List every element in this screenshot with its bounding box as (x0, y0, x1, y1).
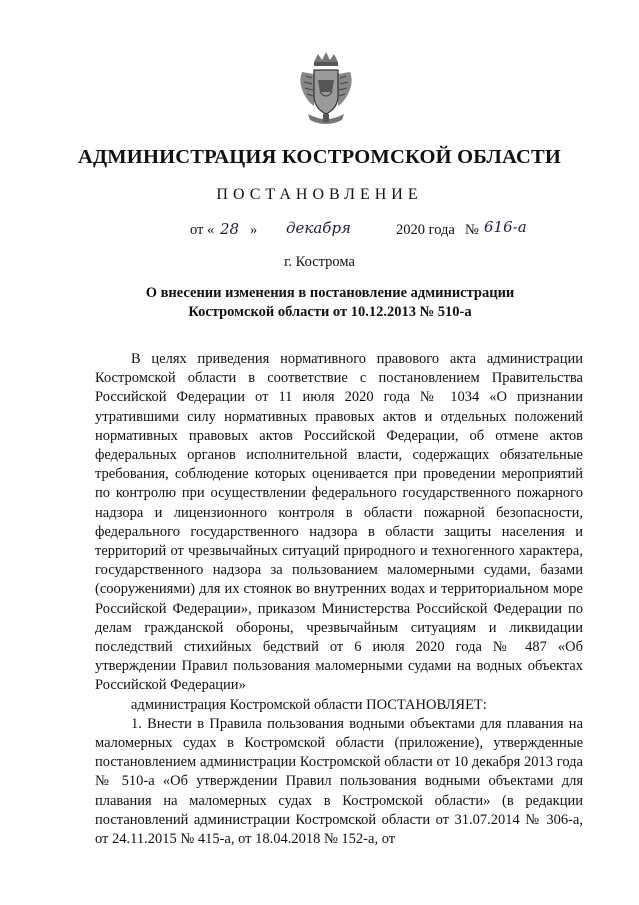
date-day: 28 (220, 220, 240, 238)
date-prefix: от « (190, 222, 215, 238)
preamble-paragraph: В целях приведения нормативного правового акта администрации Костромской области в соответствие с постановлением Правительства Российской Федерации от 11 июля 2020 года № 1034 «О признании утратившими силу нормативных правовых актов и отдельных положений нормативных правовых актов Российской Федерации, об отмене актов федеральных органов исполнительной власти, содержащих обязательные требования, соблюдение которых оценивается при проведении мероприятий по контролю при осуществлении федерального государственного пожарного надзора и лицензионного контроля в области пожарной безопасности, федерального государственного надзора в области защиты населения и территорий от чрезвычайных ситуаций природного и техногенного характера, государственного надзора за пользованием маломерными судами, базами (сооружениями) для их стоянок во внутренних водах и территориальном море Российской Федерации», приказом Министерства Российской Федерации по делам гражданской обороны, чрезвычайным ситуациям и ликвидации последствий стихийных бедствий от 6 июля 2020 года № 487 «Об утверждении Правил пользования маломерными судами на водных объектах Российской Федерации» (95, 351, 583, 694)
document-body (95, 350, 583, 849)
agency-title: АДМИНИСТРАЦИЯ КОСТРОМСКОЙ ОБЛАСТИ (77, 146, 562, 168)
subject-line-1: О внесении изменения в постановление администрации (145, 285, 515, 301)
coat-of-arms-icon (296, 52, 356, 128)
city: г. Кострома (284, 254, 355, 270)
subject-line-2: Костромской области от 10.12.2013 № 510-а (188, 304, 472, 320)
document-type: ПОСТАНОВЛЕНИЕ (216, 186, 423, 203)
date-year: 2020 года (396, 222, 455, 238)
document-subject (130, 284, 530, 322)
date-close-quote: » (250, 222, 258, 238)
item-1-paragraph: 1. Внести в Правила пользования водными объектами для плавания на маломерных судах в Костромской области (приложение), утвержденные постановлением администрации Костромской области от 10 декабря 2013 года № 510-а «Об утверждении Правил пользования водными объектами для плавания на маломерных судах в Костромской области» (в редакции постановлений администрации Костромской области от 31.07.2014 № 306-а, от 24.11.2015 № 415-а, от 18.04.2018 № 152-а, от (95, 715, 583, 848)
date-month: декабря (286, 219, 351, 237)
number-sign: № (465, 222, 479, 238)
document-number: 616-а (484, 218, 527, 236)
resolves-paragraph: администрация Костромской области ПОСТАНОВЛЯЕТ: (131, 696, 487, 713)
date-line (190, 218, 590, 248)
